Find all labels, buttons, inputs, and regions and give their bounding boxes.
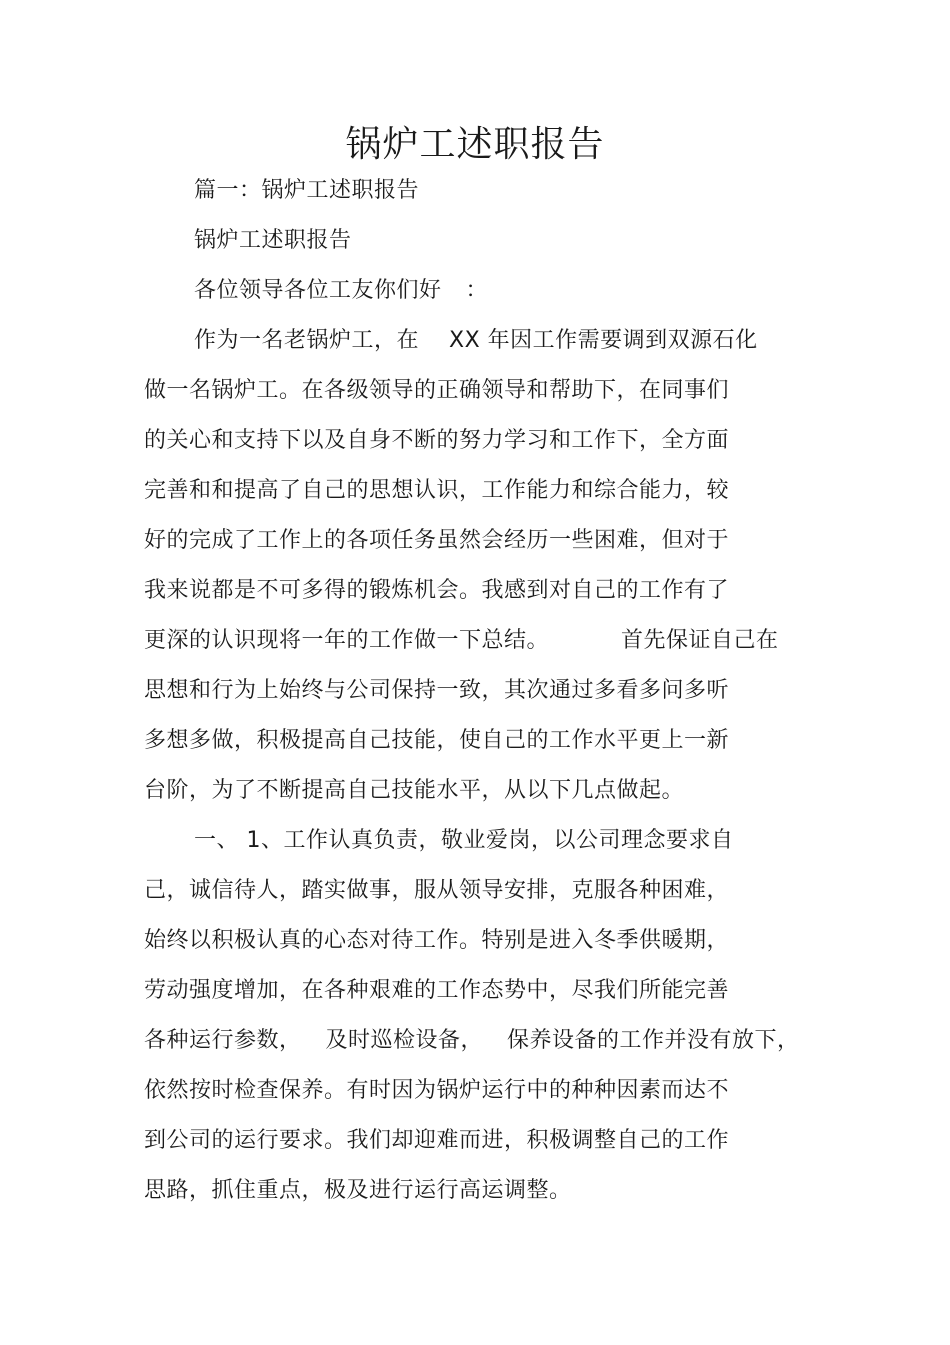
paragraph-2-line-8: 思路，抓住重点，极及进行运行高运调整。 xyxy=(144,1178,572,1203)
paragraph-1-line-8: 思想和行为上始终与公司保持一致，其次通过多看多问多听 xyxy=(144,678,730,703)
paragraph-2-line-5 xyxy=(144,1026,800,1056)
paragraph-2-line-7: 到公司的运行要求。我们却迎难而进，积极调整自己的工作 xyxy=(144,1128,730,1153)
paragraph-1-line-7 xyxy=(144,626,779,656)
paragraph-2-line-1: 一、 1、工作认真负责，敬业爱岗，以公司理念要求自 xyxy=(194,828,734,853)
paragraph-1-line-3: 的关心和支持下以及自身不断的努力学习和工作下，全方面 xyxy=(144,428,730,453)
paragraph-2-line-4: 劳动强度增加，在各种艰难的工作态势中，尽我们所能完善 xyxy=(144,978,730,1003)
text-span: 各种运行参数， xyxy=(144,1028,302,1053)
greeting-colon: ： xyxy=(465,278,489,303)
paragraph-1-line-2: 做一名锅炉工。在各级领导的正确领导和帮助下，在同事们 xyxy=(144,378,730,403)
sub-heading: 锅炉工述职报告 xyxy=(194,228,352,253)
text-span: 作为一名老锅炉工，在 xyxy=(194,328,420,353)
paragraph-1-line-10: 台阶，为了不断提高自己技能水平，从以下几点做起。 xyxy=(144,778,685,803)
paragraph-2-line-6: 依然按时检查保养。有时因为锅炉运行中的种种因素而达不 xyxy=(144,1078,730,1103)
text-span: 更深的认识现将一年的工作做一下总结。 xyxy=(144,628,550,653)
paragraph-1-line-1 xyxy=(194,326,758,356)
paragraph-2-line-2: 己，诚信待人，踏实做事，服从领导安排，克服各种困难， xyxy=(144,878,730,903)
text-span: 首先保证自己在 xyxy=(621,628,779,653)
document-title: 锅炉工述职报告 xyxy=(345,124,605,165)
paragraph-1-line-4: 完善和和提高了自己的思想认识，工作能力和综合能力，较 xyxy=(144,478,730,503)
section-heading: 篇一：锅炉工述职报告 xyxy=(194,178,420,203)
paragraph-1-line-6: 我来说都是不可多得的锻炼机会。我感到对自己的工作有了 xyxy=(144,578,730,603)
paragraph-2-line-3: 始终以积极认真的心态对待工作。特别是进入冬季供暖期， xyxy=(144,928,730,953)
text-span: 及时巡检设备， xyxy=(325,1028,484,1053)
greeting-text: 各位领导各位工友你们好 xyxy=(194,278,442,303)
paragraph-1-line-9: 多想多做，积极提高自己技能，使自己的工作水平更上一新 xyxy=(144,728,730,753)
greeting-line xyxy=(194,276,488,306)
paragraph-1-line-5: 好的完成了工作上的各项任务虽然会经历一些困难，但对于 xyxy=(144,528,730,553)
text-span: 保养设备的工作并没有放下， xyxy=(507,1028,800,1053)
text-span: XX 年因工作需要调到双源石化 xyxy=(449,328,758,353)
